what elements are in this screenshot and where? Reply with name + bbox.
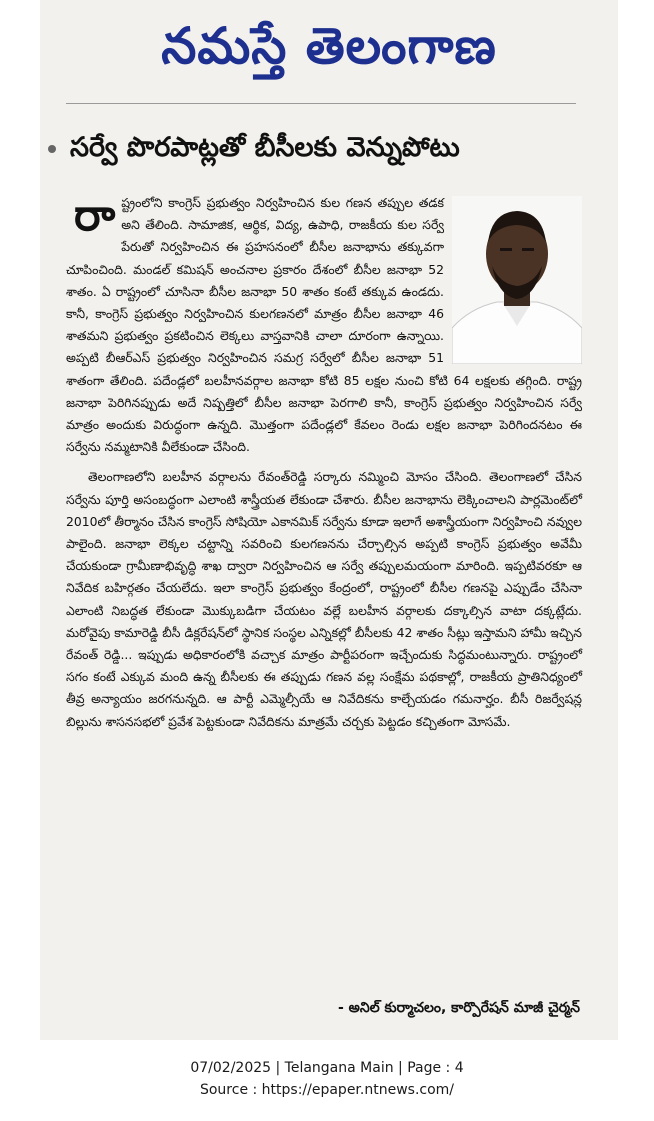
headline-text: సర్వే పొరపాట్లతో బీసీలకు వెన్నుపోటు	[70, 132, 460, 163]
headline-bullet	[48, 145, 56, 153]
article-paragraph-1	[66, 192, 582, 458]
masthead-title: నమస్తే తెలంగాణ	[161, 16, 497, 75]
headline	[48, 128, 618, 168]
article-body	[66, 192, 582, 733]
photo-space	[444, 192, 582, 360]
source-link[interactable]: Source : https://epaper.ntnews.com/	[199, 1082, 455, 1098]
publication-info: 07/02/2025 | Telangana Main | Page : 4	[190, 1060, 464, 1076]
article-paragraph-2: తెలంగాణలోని బలహీన వర్గాలను రేవంత్‌రెడ్డి సర్కారు నమ్మించి మోసం చేసింది. తెలంగాణలో చేసిన సర్వేను పూర్తి అసంబద్ధంగా ఎలాంటి శాస్త్రీయత లేకుండా చేశారు. బీసీల జనాభాను లెక్కించాలని పార్లమెంట్‌లో 2010లో తీర్మానం చేసిన కాంగ్రెస్ సోషియో ఎకానమిక్ సర్వేను కూడా ఇలాగే అశాస్త్రీయంగా నిర్వహించి నవ్వుల పాలైంది. జనాభా లెక్కల చట్టాన్ని సవరించి కులగణనను చేర్చాల్సిన అప్పటి కాంగ్రెస్ ప్రభుత్వం అవేమీ చేయకుండా గ్రామీణాభివృద్ధి శాఖ ద్వారా నిర్వహించిన ఆ సర్వే తప్పులమయంగా మారింది. ఇప్పటివరకూ ఆ నివేదిక బహిర్గతం చేయలేదు. ఇలా కాంగ్రెస్ ప్రభుత్వం కేంద్రంలో, రాష్ట్రంలో బీసీల గణనపై ఎప్పుడేం చేసినా ఎలాంటి నిబద్ధత లేకుండా మొక్కుబడిగా చేయటం వల్లే బలహీన వర్గాలకు దక్కాల్సిన వాటా దక్కట్లేదు. మరోవైపు కామారెడ్డి బీసీ డిక్లరేషన్‌లో స్థానిక సంస్థల ఎన్నికల్లో బీసీలకు 42 శాతం సీట్లు ఇస్తామని హామీ ఇచ్చిన రేవంత్ రెడ్డి... ఇప్పుడు అధికారంలోకి వచ్చాక మాత్రం పార్టీపరంగా ఇచ్చేందుకు సిద్ధమంటున్నారు. రాష్ట్రంలో సగం కంటే ఎక్కువ మంది ఉన్న బీసీలకు ఈ తప్పుడు గణన వల్ల సంక్షేమ పథకాల్లో, రాజకీయ ప్రాతినిధ్యంలో తీవ్ర అన్యాయం జరగనున్నది. ఆ పార్టీ ఎమ్మెల్సీయే ఆ నివేదికను కాల్చేయడం గమనార్హం. బీసీ రిజర్వేషన్ల బిల్లును శాసనసభలో ప్రవేశ పెట్టకుండా నివేదికను మాత్రమే చర్చకు పెట్టడం కచ్చితంగా మోసమే.	[66, 469, 582, 729]
author-byline: - అనిల్ కుర్మాచలం, కార్పొరేషన్ మాజీ చైర్మన్	[337, 1000, 580, 1016]
header-divider	[66, 103, 576, 104]
paragraph-1-text: ష్ట్రంలోని కాంగ్రెస్ ప్రభుత్వం నిర్వహించిన కుల గణన తప్పుల తడక అని తేలింది. సామాజిక, ఆర్థిక, విద్య, ఉపాధి, రాజకీయ కుల సర్వే పేరుతో నిర్వహించిన ఈ ప్రహసనంలో బీసీల జనాభాను తక్కువగా చూపించింది. మండల్ కమిషన్ అంచనాల ప్రకారం దేశంలో బీసీల జనాభా 52 శాతం. ఏ రాష్ట్రంలో చూసినా బీసీల జనాభా 50 శాతం కంటే తక్కువ ఉండదు. కానీ, కాంగ్రెస్ ప్రభుత్వం నిర్వహించిన కులగణనలో మాత్రం బీసీల జనాభా 46 శాతమని ప్రభుత్వం ప్రకటించిన లెక్కలు వాస్తవానికి చాలా దూరంగా ఉన్నాయి. అప్పటి బీఆర్ఎస్ ప్రభుత్వం నిర్వహించిన సమగ్ర సర్వేలో బీసీల జనాభా 51 శాతంగా తేలింది. పదేండ్లలో బలహీనవర్గాల జనాభా కోటి 85 లక్షల నుంచి కోటి 64 లక్షలకు తగ్గింది. రాష్ట్ర జనాభా పెరిగినప్పుడు అదే నిష్పత్తిలో బీసీల జనాభా పెరగాలి కానీ, కాంగ్రెస్ ప్రభుత్వం నిర్వహించిన సర్వే మాత్రం అందుకు విరుద్ధంగా ఉన్నది. మొత్తంగా పదేండ్లలో కేవలం రెండు లక్షల జనాభా పెరిగిందనటం ఈ సర్వేను నమ్మటానికి వీలేకుండా చేసింది.	[66, 195, 582, 455]
drop-cap: రా	[74, 190, 116, 241]
